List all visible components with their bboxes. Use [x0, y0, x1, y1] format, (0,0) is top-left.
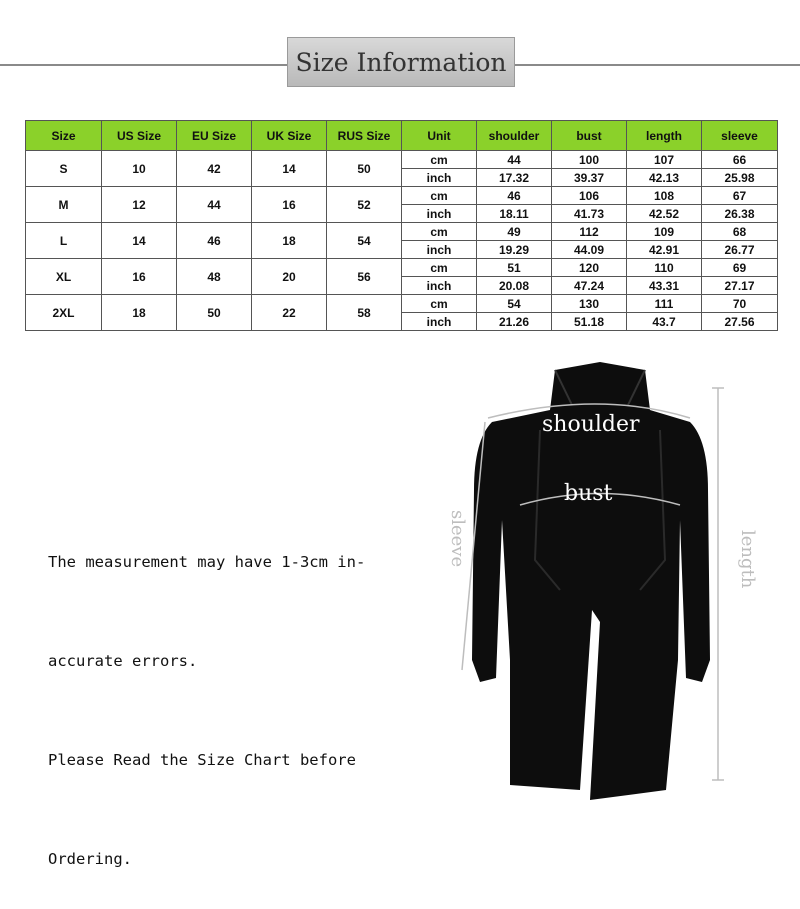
us-size-cell: 16 — [102, 259, 177, 295]
header-rule-right — [515, 64, 800, 66]
eu-size-cell: 48 — [177, 259, 252, 295]
table-row — [26, 223, 778, 241]
note-line: accurate errors. — [48, 652, 198, 670]
us-size-cell: 14 — [102, 223, 177, 259]
uk-size-cell: 16 — [252, 187, 327, 223]
table-row — [26, 295, 778, 313]
size-table — [25, 120, 778, 331]
length-cell: 42.52 — [627, 205, 702, 223]
length-label: length — [737, 530, 758, 589]
header-cell: shoulder — [477, 121, 552, 151]
bust-cell: 39.37 — [552, 169, 627, 187]
uk-size-cell: 22 — [252, 295, 327, 331]
header-cell: Size — [26, 121, 102, 151]
eu-size-cell: 46 — [177, 223, 252, 259]
bust-cell: 51.18 — [552, 313, 627, 331]
header-cell: US Size — [102, 121, 177, 151]
bust-label: bust — [564, 481, 613, 506]
shoulder-cell: 21.26 — [477, 313, 552, 331]
unit-cell: cm — [402, 259, 477, 277]
shoulder-cell: 49 — [477, 223, 552, 241]
eu-size-cell: 44 — [177, 187, 252, 223]
uk-size-cell: 18 — [252, 223, 327, 259]
us-size-cell: 12 — [102, 187, 177, 223]
sleeve-cell: 66 — [702, 151, 778, 169]
sleeve-cell: 67 — [702, 187, 778, 205]
table-row — [26, 187, 778, 205]
sleeve-cell: 25.98 — [702, 169, 778, 187]
header-cell: UK Size — [252, 121, 327, 151]
shoulder-cell: 46 — [477, 187, 552, 205]
note-line: Ordering. — [48, 850, 132, 868]
unit-cell: inch — [402, 277, 477, 295]
rus-size-cell: 56 — [327, 259, 402, 295]
note-line: Please Read the Size Chart before — [48, 751, 356, 769]
header-cell: length — [627, 121, 702, 151]
header-cell: RUS Size — [327, 121, 402, 151]
note-line: The measurement may have 1-3cm in- — [48, 553, 366, 571]
page-title: Size Information — [287, 37, 515, 87]
unit-cell: cm — [402, 295, 477, 313]
header-cell: sleeve — [702, 121, 778, 151]
size-cell: L — [26, 223, 102, 259]
length-cell: 108 — [627, 187, 702, 205]
size-cell: M — [26, 187, 102, 223]
shoulder-cell: 18.11 — [477, 205, 552, 223]
size-cell: S — [26, 151, 102, 187]
header-cell: EU Size — [177, 121, 252, 151]
shoulder-cell: 19.29 — [477, 241, 552, 259]
header-cell: bust — [552, 121, 627, 151]
shoulder-cell: 20.08 — [477, 277, 552, 295]
us-size-cell: 18 — [102, 295, 177, 331]
sleeve-cell: 26.38 — [702, 205, 778, 223]
bust-cell: 100 — [552, 151, 627, 169]
size-cell: 2XL — [26, 295, 102, 331]
shoulder-cell: 44 — [477, 151, 552, 169]
length-cell: 109 — [627, 223, 702, 241]
bust-cell: 44.09 — [552, 241, 627, 259]
header-cell: Unit — [402, 121, 477, 151]
length-cell: 43.7 — [627, 313, 702, 331]
header-rule-left — [0, 64, 288, 66]
uk-size-cell: 14 — [252, 151, 327, 187]
bust-cell: 130 — [552, 295, 627, 313]
rus-size-cell: 52 — [327, 187, 402, 223]
bust-cell: 120 — [552, 259, 627, 277]
unit-cell: cm — [402, 151, 477, 169]
sleeve-cell: 27.17 — [702, 277, 778, 295]
sleeve-cell: 27.56 — [702, 313, 778, 331]
bust-cell: 41.73 — [552, 205, 627, 223]
sleeve-label: sleeve — [447, 510, 468, 568]
table-header-row — [26, 121, 778, 151]
eu-size-cell: 50 — [177, 295, 252, 331]
length-cell: 42.13 — [627, 169, 702, 187]
uk-size-cell: 20 — [252, 259, 327, 295]
sleeve-cell: 68 — [702, 223, 778, 241]
us-size-cell: 10 — [102, 151, 177, 187]
unit-cell: cm — [402, 223, 477, 241]
rus-size-cell: 50 — [327, 151, 402, 187]
shoulder-label: shoulder — [542, 412, 640, 437]
bust-cell: 112 — [552, 223, 627, 241]
rus-size-cell: 58 — [327, 295, 402, 331]
unit-cell: inch — [402, 169, 477, 187]
shoulder-cell: 51 — [477, 259, 552, 277]
sleeve-cell: 26.77 — [702, 241, 778, 259]
table-row — [26, 151, 778, 169]
unit-cell: inch — [402, 241, 477, 259]
length-cell: 110 — [627, 259, 702, 277]
shoulder-cell: 54 — [477, 295, 552, 313]
length-cell: 111 — [627, 295, 702, 313]
coat-diagram — [440, 360, 780, 800]
length-cell: 107 — [627, 151, 702, 169]
length-cell: 43.31 — [627, 277, 702, 295]
unit-cell: inch — [402, 313, 477, 331]
unit-cell: cm — [402, 187, 477, 205]
table-row — [26, 259, 778, 277]
length-cell: 42.91 — [627, 241, 702, 259]
bust-cell: 106 — [552, 187, 627, 205]
eu-size-cell: 42 — [177, 151, 252, 187]
sleeve-cell: 70 — [702, 295, 778, 313]
measurement-note — [48, 480, 408, 909]
sleeve-cell: 69 — [702, 259, 778, 277]
bust-cell: 47.24 — [552, 277, 627, 295]
shoulder-cell: 17.32 — [477, 169, 552, 187]
unit-cell: inch — [402, 205, 477, 223]
size-cell: XL — [26, 259, 102, 295]
rus-size-cell: 54 — [327, 223, 402, 259]
